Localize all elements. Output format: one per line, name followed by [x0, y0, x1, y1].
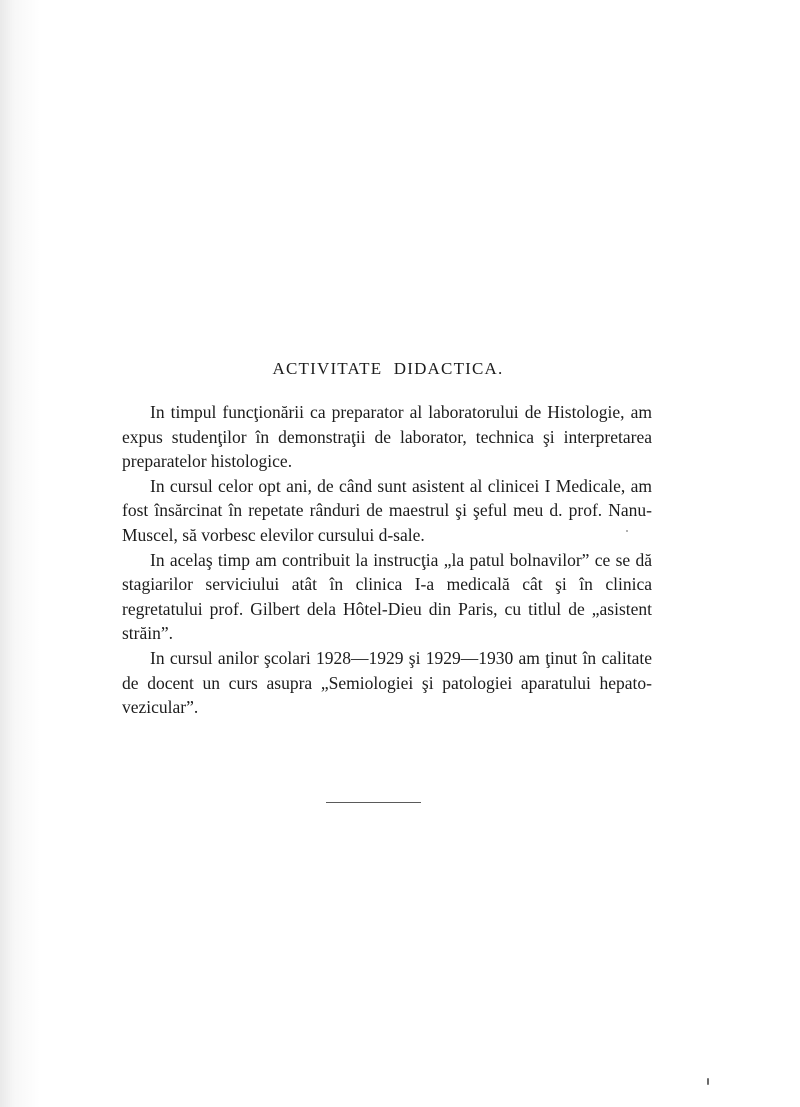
paragraph-docent-course: In cursul anilor şcolari 1928—1929 şi 1929—1930 am ţinut în calitate de docent un curs asupra „Semiologiei şi patologiei aparatului hepato-vezicular”. — [122, 647, 652, 718]
section-separator — [326, 802, 421, 803]
paragraph-histology: In timpul funcţionării ca preparator al laboratorului de Histologie, am expus studenţilor în demonstraţii de laborator, technica şi interpretarea preparatelor histologice. — [122, 402, 652, 472]
body-text — [122, 400, 652, 720]
print-speck — [707, 1078, 709, 1085]
paragraph-bedside-instruction: In acelaş timp am contribuit la instrucţia „la patul bolnavilor” ce se dă stagiarilor serviciului atât în clinica I-a medicală cât şi în clinica regretatului prof. Gilbert dela Hôtel-Dieu din Paris, cu titlul de „asistent străin”. — [122, 549, 652, 644]
section-heading: ACTIVITATE DIDACTICA. — [272, 359, 504, 378]
print-speck — [626, 530, 628, 532]
paragraph-clinic-assistant: In cursul celor opt ani, de când sunt asistent al clinicei I Medicale, am fost însărcinat în repetate rânduri de maestrul şi şeful meu d. prof. Nanu-Muscel, să vorbesc elevilor cursului d-sale. — [122, 475, 652, 545]
